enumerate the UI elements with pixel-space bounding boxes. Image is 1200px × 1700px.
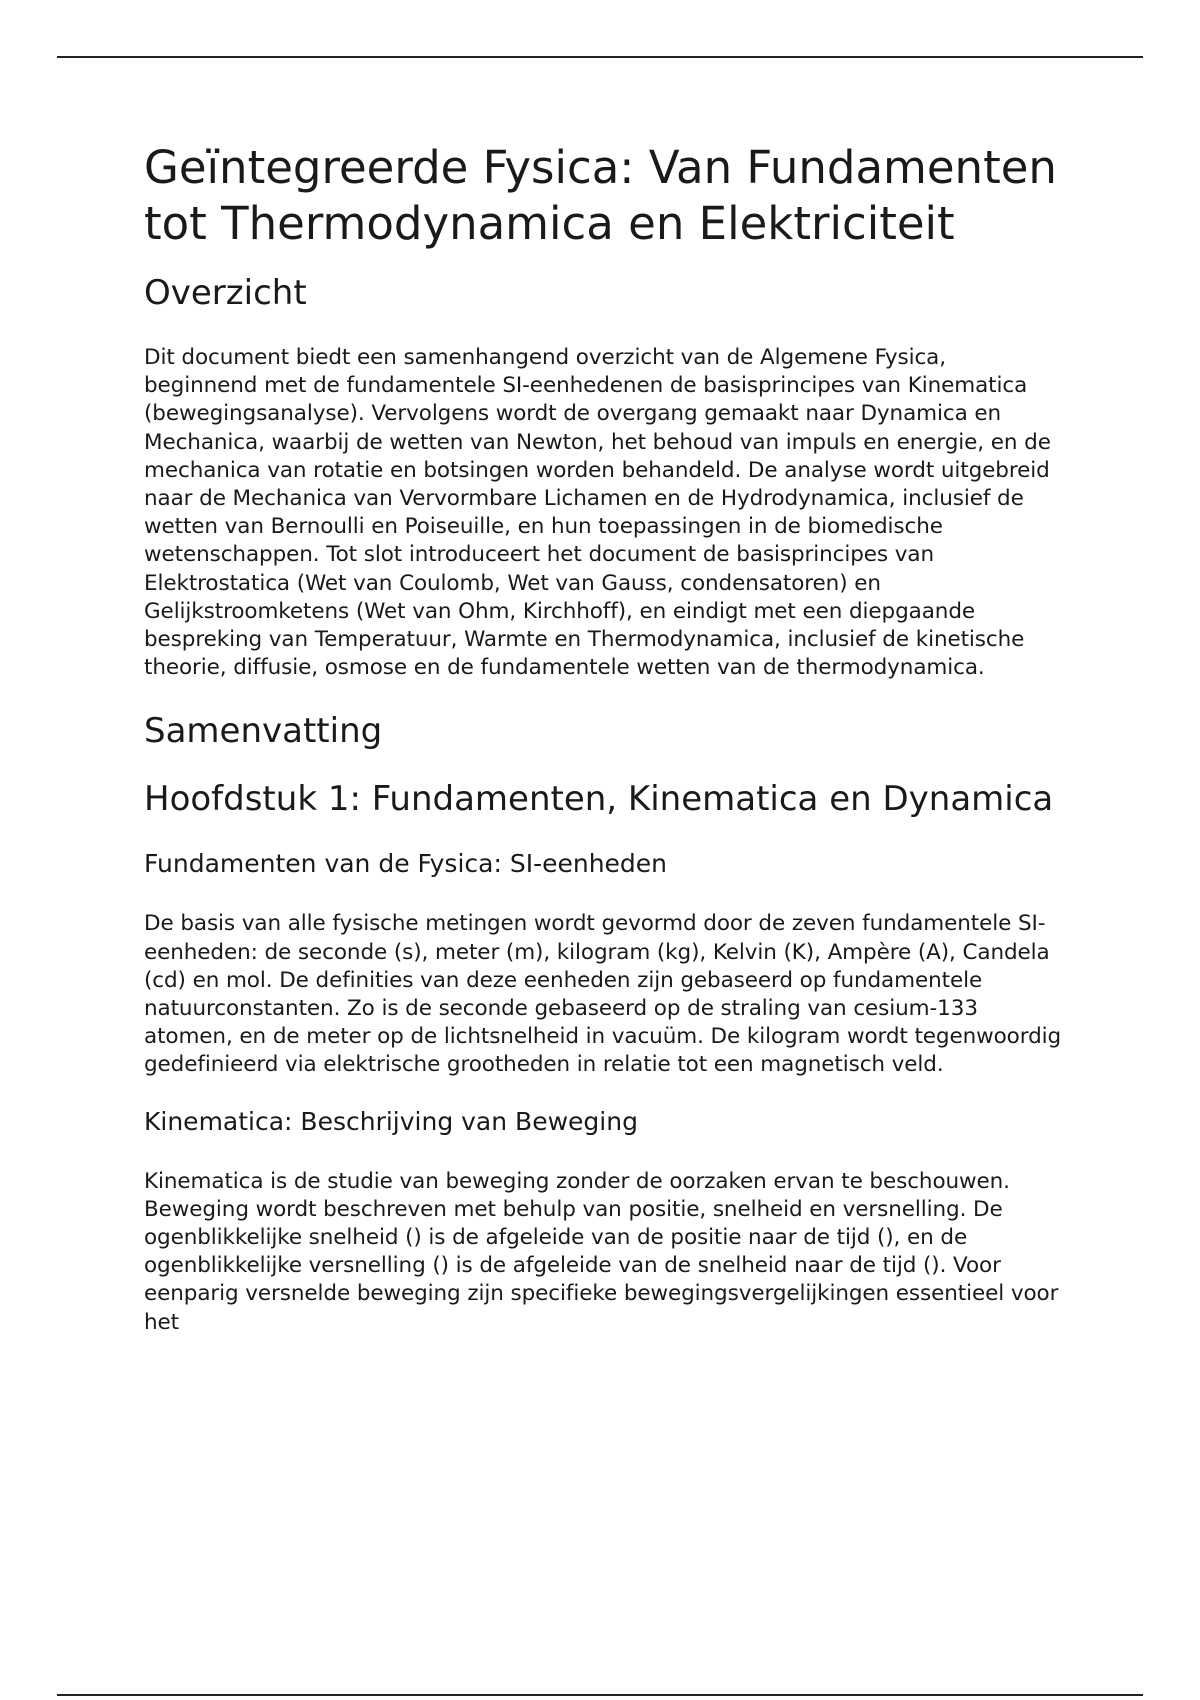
document-body xyxy=(144,140,1064,1337)
kinematics-heading: Kinematica: Beschrijving van Beweging xyxy=(144,1106,638,1136)
chapter-1-heading: Hoofdstuk 1: Fundamenten, Kinematica en Dynamica xyxy=(144,779,1054,820)
overview-heading: Overzicht xyxy=(144,273,307,313)
document-title: Geïntegreerde Fysica: Van Fundamenten tot Thermodynamica en Elektriciteit xyxy=(144,141,1057,250)
overview-paragraph: Dit document biedt een samenhangend overzicht van de Algemene Fysica, beginnend met de fundamentele SI-eenhedenen de basisprincipes van Kinematica (bewegingsanalyse). Vervolgens wordt de overgang gemaakt naar Dynamica en Mechanica, waarbij de wetten van Newton, het behoud van impuls en energie, en de mechanica van rotatie en botsingen worden behandeld. De analyse wordt uitgebreid naar de Mechanica van Vervormbare Lichamen en de Hydrodynamica, inclusief de wetten van Bernoulli en Poiseuille, en hun toepassingen in de biomedische wetenschappen. Tot slot introduceert het document de basisprincipes van Elektrostatica (Wet van Coulomb, Wet van Gauss, condensatoren) en Gelijkstroomketens (Wet van Ohm, Kirchhoff), en eindigt met een diepgaande bespreking van Temperatuur, Warmte en Thermodynamica, inclusief de kinetische theorie, diffusie, osmose en de fundamentele wetten van de thermodynamica. xyxy=(144,345,1051,681)
top-rule xyxy=(57,56,1143,58)
bottom-rule xyxy=(57,1694,1143,1696)
si-units-heading: Fundamenten van de Fysica: SI-eenheden xyxy=(144,849,668,879)
si-units-paragraph: De basis van alle fysische metingen wordt gevormd door de zeven fundamentele SI-eenheden: de seconde (s), meter (m), kilogram (kg), Kelvin (K), Ampère (A), Candela (cd) en mol. De definities van deze eenheden zijn gebaseerd op fundamentele natuurconstanten. Zo is de seconde gebaseerd op de straling van cesium-133 atomen, en de meter op de lichtsnelheid in vacuüm. De kilogram wordt tegenwoordig gedefinieerd via elektrische grootheden in relatie tot een magnetisch veld. xyxy=(144,911,1062,1078)
summary-heading: Samenvatting xyxy=(144,711,383,752)
kinematics-paragraph: Kinematica is de studie van beweging zonder de oorzaken ervan te beschouwen. Beweging wordt beschreven met behulp van positie, snelheid en versnelling. De ogenblikkelijke snelheid () is de afgeleide van de positie naar de tijd (), en de ogenblikkelijke versnelling () is de afgeleide van de snelheid naar de tijd (). Voor eenparig versnelde beweging zijn specifieke bewegingsvergelijkingen essentieel voor het xyxy=(144,1168,1059,1335)
